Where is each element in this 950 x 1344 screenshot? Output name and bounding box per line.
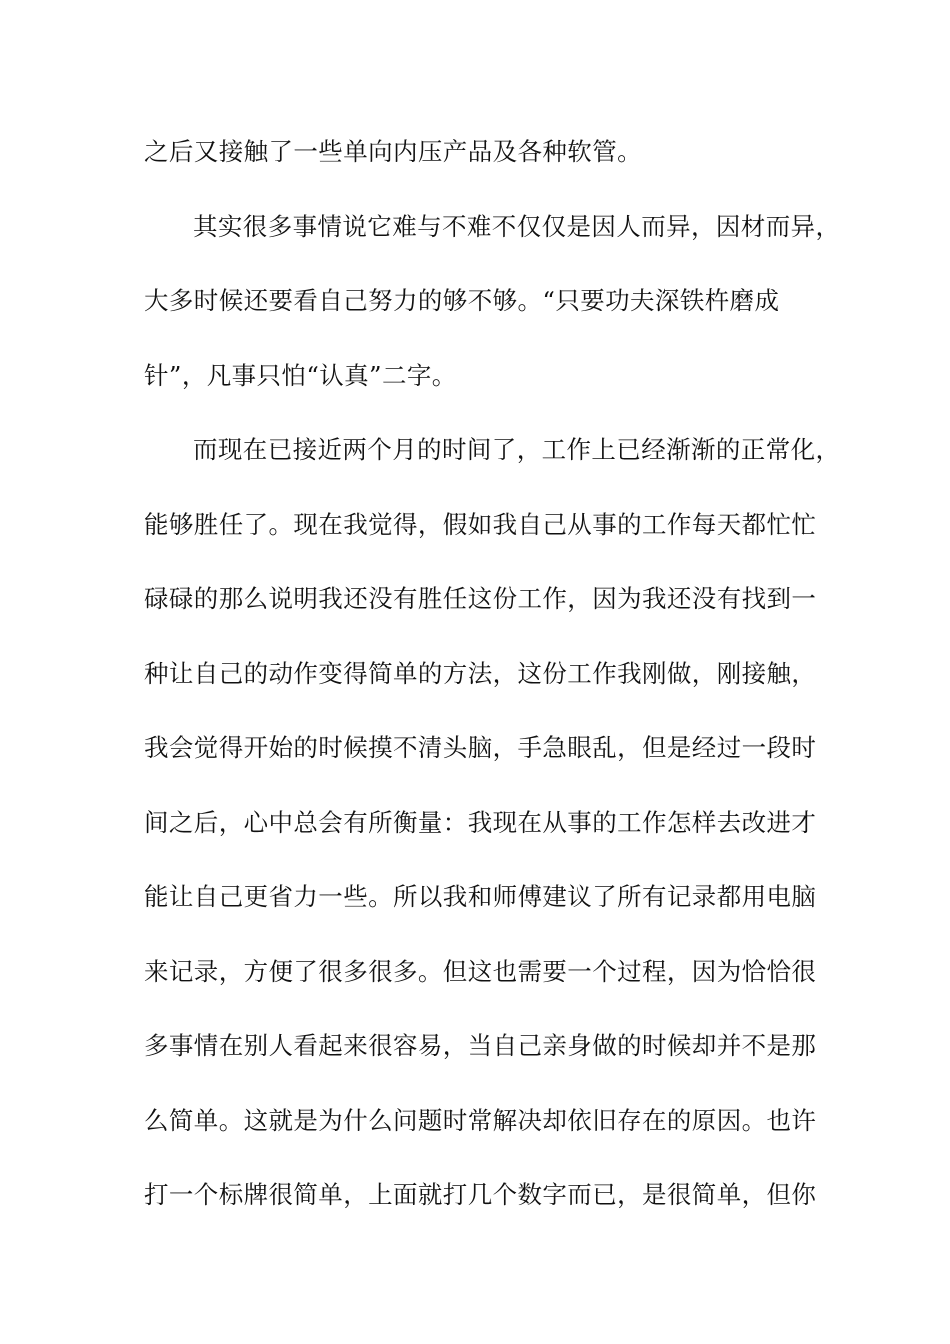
text-line: 大多时候还要看自己努力的够不够。“只要功夫深铁杵磨成	[144, 286, 780, 315]
text-line: 种让自己的动作变得简单的方法，这份工作我刚做，刚接触，	[144, 659, 817, 688]
text-line: 能让自己更省力一些。所以我和师傅建议了所有记录都用电脑	[144, 882, 817, 911]
paragraph-first-line: 其实很多事情说它难与不难不仅仅是因人而异，因材而异，	[193, 212, 841, 241]
text-line: 针”，凡事只怕“认真”二字。	[144, 361, 457, 390]
text-line: 么简单。这就是为什么问题时常解决却依旧存在的原因。也许	[144, 1106, 817, 1135]
paragraph-first-line: 而现在已接近两个月的时间了，工作上已经渐渐的正常化，	[193, 435, 841, 464]
text-line: 我会觉得开始的时候摸不清头脑，手急眼乱，但是经过一段时	[144, 733, 817, 762]
text-line: 来记录，方便了很多很多。但这也需要一个过程，因为恰恰很	[144, 957, 817, 986]
text-line: 碌碌的那么说明我还没有胜任这份工作，因为我还没有找到一	[144, 584, 817, 613]
text-line: 间之后，心中总会有所衡量：我现在从事的工作怎样去改进才	[144, 808, 817, 837]
text-line: 多事情在别人看起来很容易，当自己亲身做的时候却并不是那	[144, 1031, 817, 1060]
text-line: 能够胜任了。现在我觉得，假如我自己从事的工作每天都忙忙	[144, 510, 817, 539]
text-line: 之后又接触了一些单向内压产品及各种软管。	[144, 137, 642, 166]
text-line: 打一个标牌很简单，上面就打几个数字而已，是很简单，但你	[144, 1180, 817, 1209]
